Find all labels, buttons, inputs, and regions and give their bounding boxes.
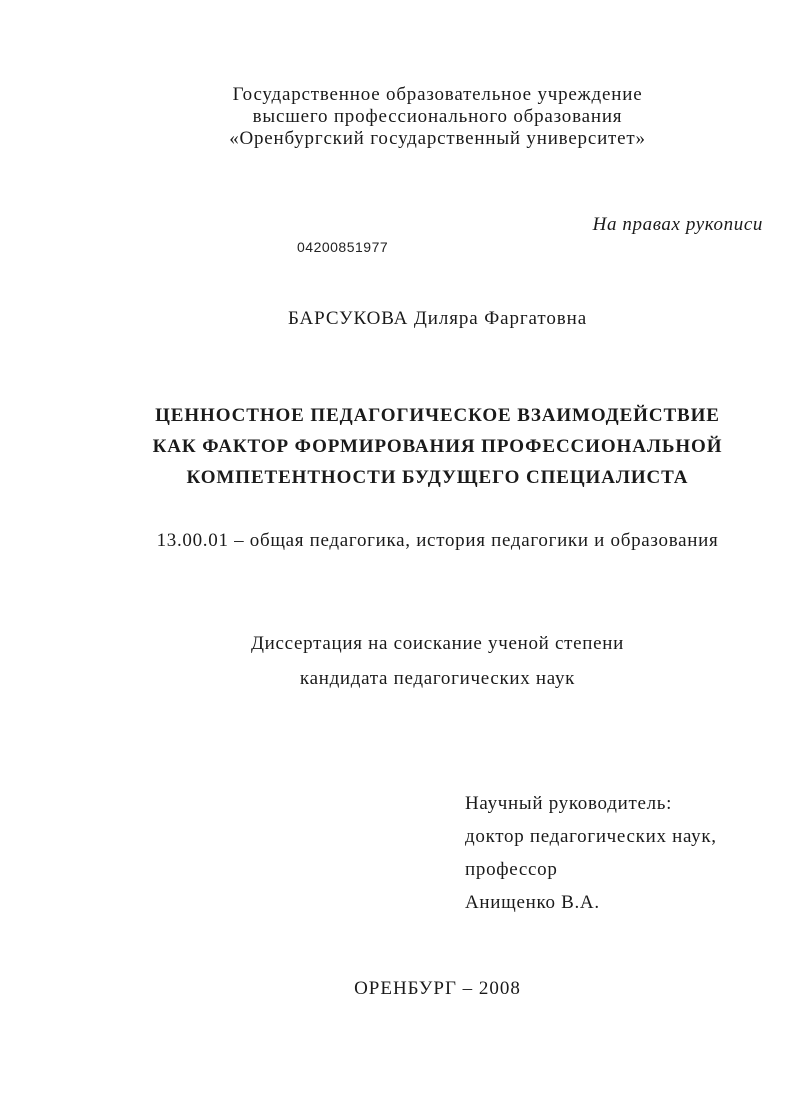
city-year: ОРЕНБУРГ – 2008 [354,978,521,999]
dissertation-title [38,400,799,493]
title-line-1: ЦЕННОСТНОЕ ПЕДАГОГИЧЕСКОЕ ВЗАИМОДЕЙСТВИЕ [155,405,720,426]
degree-line-2: кандидата педагогических наук [299,668,576,689]
degree-line-1: Диссертация на соискание ученой степени [251,633,624,654]
supervisor-line-2: доктор педагогических наук, [465,826,717,847]
degree-statement [38,626,799,696]
title-line-2: КАК ФАКТОР ФОРМИРОВАНИЯ ПРОФЕССИОНАЛЬНОЙ [152,436,723,457]
institution-line-1: Государственное образовательное учреждение [232,84,643,105]
institution-line-3: «Оренбургский государственный университет» [229,128,646,149]
institution-line-2: высшего профессионального образования [252,106,623,127]
author-name: БАРСУКОВА Диляра Фаргатовна [287,308,588,329]
supervisor-line-3: профессор [465,859,558,880]
supervisor-line-4: Анищенко В.А. [465,892,600,913]
institution-block [38,84,799,150]
title-line-3: КОМПЕТЕНТНОСТИ БУДУЩЕГО СПЕЦИАЛИСТА [186,467,689,488]
supervisor-block [465,787,717,919]
rights-note: На правах рукописи [592,214,763,235]
supervisor-line-1: Научный руководитель: [465,793,673,814]
catalog-code: 04200851977 [297,239,389,255]
specialty-code: 13.00.01 – общая педагогика, история педагогики и образования [156,530,719,551]
